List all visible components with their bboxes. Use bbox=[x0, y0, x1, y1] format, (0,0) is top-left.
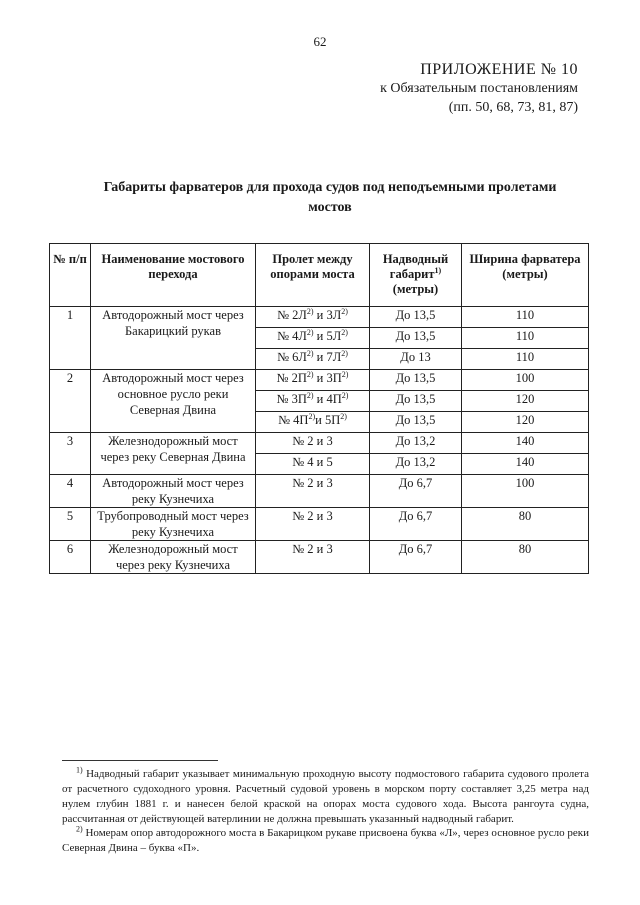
appendix-paragraphs: (пп. 50, 68, 73, 81, 87) bbox=[448, 100, 578, 115]
span-pier-a: № 4 и 5 bbox=[292, 455, 333, 469]
span-pier-b: 5Л bbox=[326, 329, 342, 343]
appendix-subtitle: к Обязательным постановлениям bbox=[380, 81, 578, 96]
cell-clearance: До 13,5 bbox=[370, 328, 462, 349]
span-pier-a: № 4П bbox=[278, 413, 309, 427]
cell-clearance: До 13 bbox=[370, 349, 462, 370]
span-conjunction: и bbox=[313, 329, 327, 343]
cell-width: 110 bbox=[462, 328, 589, 349]
cell-num: 2 bbox=[50, 370, 91, 433]
cell-width: 100 bbox=[462, 370, 589, 391]
cell-clearance: До 6,7 bbox=[370, 541, 462, 574]
cell-width: 120 bbox=[462, 391, 589, 412]
footnote-mark: 2) bbox=[76, 824, 83, 834]
cell-bridge-name: Железнодорожный мост через реку Кузнечиха bbox=[91, 541, 256, 574]
cell-clearance: До 13,5 bbox=[370, 391, 462, 412]
cell-clearance: До 13,5 bbox=[370, 412, 462, 433]
span-pier-b: 4П bbox=[326, 392, 342, 406]
cell-bridge-name: Автодорожный мост через основное русло реки Северная Двина bbox=[91, 370, 256, 433]
header-width: Ширина фарватера (метры) bbox=[462, 244, 589, 307]
cell-span bbox=[256, 349, 370, 370]
cell-span bbox=[256, 454, 370, 475]
span-pier-a: № 3П bbox=[276, 392, 307, 406]
cell-width: 80 bbox=[462, 541, 589, 574]
header-clearance bbox=[370, 244, 462, 307]
table-header-row bbox=[50, 244, 589, 307]
span-pier-b: 3П bbox=[326, 371, 342, 385]
fairways-table bbox=[49, 243, 589, 574]
footnote-ref-2: 2) bbox=[306, 348, 314, 358]
table-row bbox=[50, 307, 589, 328]
footnote-ref-2: 2) bbox=[341, 369, 349, 379]
cell-width: 110 bbox=[462, 349, 589, 370]
cell-span bbox=[256, 307, 370, 328]
cell-clearance: До 13,2 bbox=[370, 454, 462, 475]
span-conjunction: и bbox=[313, 392, 327, 406]
footnote-ref-2: 2) bbox=[306, 369, 314, 379]
cell-bridge-name: Железнодорожный мост через реку Северная Двина bbox=[91, 433, 256, 475]
span-pier-b: 3Л bbox=[326, 308, 342, 322]
span-conjunction: и bbox=[313, 371, 327, 385]
span-pier-a: № 2Л bbox=[277, 308, 307, 322]
span-pier-a: № 2 и 3 bbox=[292, 476, 333, 490]
cell-num: 4 bbox=[50, 475, 91, 508]
header-clearance-label: Надводный габарит bbox=[382, 252, 449, 281]
cell-width: 140 bbox=[462, 433, 589, 454]
span-pier-a: № 4Л bbox=[277, 329, 307, 343]
cell-span bbox=[256, 541, 370, 574]
table-row bbox=[50, 433, 589, 454]
footnote-text: Номерам опор автодорожного моста в Бакарицком рукаве присвоена буква «Л», через основное русло реки Северная Двина – буква «П». bbox=[62, 827, 590, 854]
footnote-ref-2: 2) bbox=[341, 390, 349, 400]
header-span: Пролет между опорами моста bbox=[256, 244, 370, 307]
cell-num: 5 bbox=[50, 508, 91, 541]
span-pier-a: № 2 и 3 bbox=[292, 542, 333, 556]
table-row bbox=[50, 475, 589, 508]
cell-span bbox=[256, 412, 370, 433]
document-title: Габариты фарватеров для прохода судов под неподъемными пролетами мостов bbox=[103, 180, 557, 215]
footnote-ref-2: 2) bbox=[340, 411, 347, 421]
footnote-1 bbox=[62, 767, 589, 827]
span-pier-a: № 2 и 3 bbox=[292, 509, 333, 523]
cell-span bbox=[256, 328, 370, 349]
cell-span bbox=[256, 475, 370, 508]
header-num: № п/п bbox=[50, 244, 91, 307]
footnote-ref-2: 2) bbox=[341, 327, 348, 337]
header-clearance-unit: (метры) bbox=[392, 282, 439, 296]
span-pier-a: № 2 и 3 bbox=[292, 434, 333, 448]
cell-bridge-name: Автодорожный мост через реку Кузнечиха bbox=[91, 475, 256, 508]
span-pier-a: № 2П bbox=[276, 371, 307, 385]
footnote-text: Надводный габарит указывает минимальную проходную высоту подмостового габарита судового пролета от расчетного судоходного уровня. Расчетный судовой уровень в морском порту составляет 3,25 метра над нулем глубин 1881 г. и нанесен белой краской на опорах моста судового хода. Высота рангоута судна, рассчитанная от действующей ватерлинии не должна превышать указанный надводный габарит. bbox=[62, 768, 589, 825]
cell-width: 140 bbox=[462, 454, 589, 475]
footnote-divider bbox=[62, 760, 218, 761]
span-conjunction: и bbox=[313, 308, 327, 322]
span-pier-a: № 6Л bbox=[277, 350, 307, 364]
appendix-title: ПРИЛОЖЕНИЕ № 10 bbox=[420, 61, 578, 78]
cell-clearance: До 13,2 bbox=[370, 433, 462, 454]
span-conjunction: и bbox=[313, 350, 327, 364]
cell-num: 3 bbox=[50, 433, 91, 475]
cell-clearance: До 13,5 bbox=[370, 307, 462, 328]
span-pier-b: 5П bbox=[324, 413, 341, 427]
footnote-ref-2: 2) bbox=[306, 306, 314, 316]
cell-span bbox=[256, 508, 370, 541]
cell-span bbox=[256, 433, 370, 454]
table-row bbox=[50, 370, 589, 391]
cell-bridge-name: Трубопроводный мост через реку Кузнечиха bbox=[91, 508, 256, 541]
footnote-ref-2: 2) bbox=[341, 306, 348, 316]
cell-num: 1 bbox=[50, 307, 91, 370]
page-number: 62 bbox=[313, 34, 327, 49]
footnote-ref-2: 2) bbox=[306, 390, 314, 400]
cell-num: 6 bbox=[50, 541, 91, 574]
footnote-2 bbox=[62, 826, 589, 856]
footnote-mark: 1) bbox=[76, 765, 83, 775]
cell-span bbox=[256, 370, 370, 391]
cell-width: 80 bbox=[462, 508, 589, 541]
cell-span bbox=[256, 391, 370, 412]
footnote-ref-1: 1) bbox=[434, 265, 442, 275]
cell-clearance: До 6,7 bbox=[370, 475, 462, 508]
table-row bbox=[50, 508, 589, 541]
cell-width: 120 bbox=[462, 412, 589, 433]
footnote-ref-2: 2) bbox=[341, 348, 348, 358]
cell-width: 100 bbox=[462, 475, 589, 508]
cell-clearance: До 13,5 bbox=[370, 370, 462, 391]
cell-clearance: До 6,7 bbox=[370, 508, 462, 541]
table-row bbox=[50, 541, 589, 574]
span-conjunction: и bbox=[315, 413, 325, 427]
cell-width: 110 bbox=[462, 307, 589, 328]
footnote-ref-2: 2) bbox=[308, 411, 316, 421]
cell-bridge-name: Автодорожный мост через Бакарицкий рукав bbox=[91, 307, 256, 370]
footnote-ref-2: 2) bbox=[306, 327, 314, 337]
appendix-header bbox=[380, 60, 578, 117]
span-pier-b: 7Л bbox=[326, 350, 342, 364]
header-name: Наименование мостового перехода bbox=[91, 244, 256, 307]
